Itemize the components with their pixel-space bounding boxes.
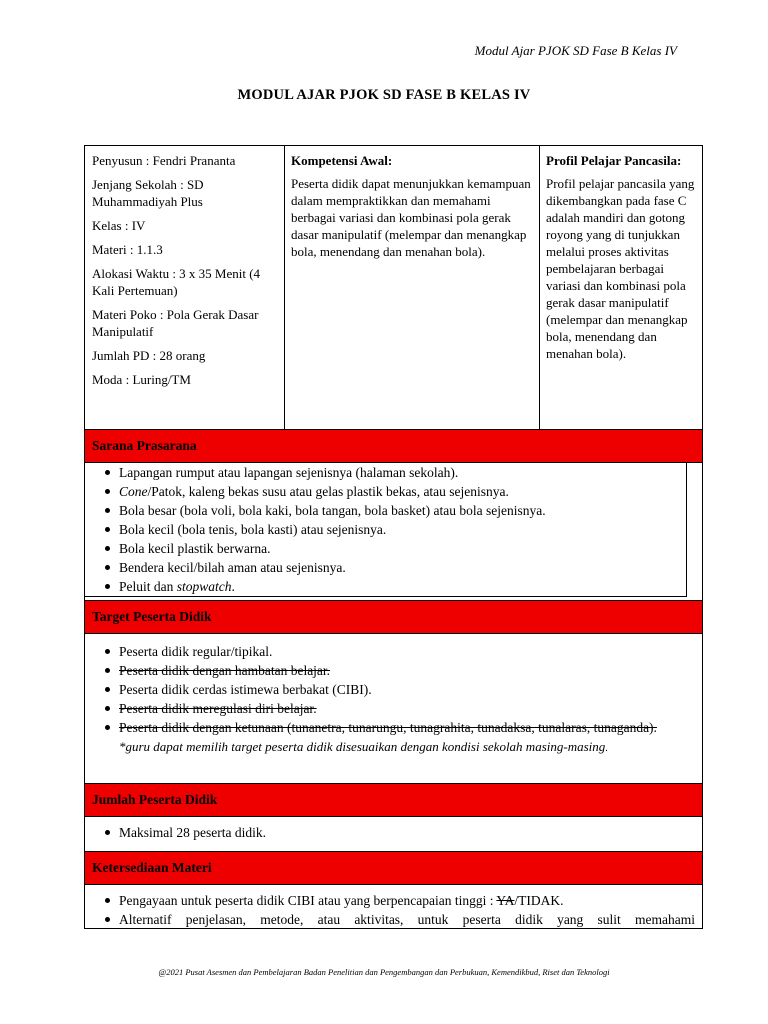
module-table — [84, 145, 703, 929]
main-material: Materi Poko : Pola Gerak Dasar Manipulatif — [92, 307, 259, 339]
grade: Kelas : IV — [92, 218, 146, 233]
learning-mode: Moda : Luring/TM — [92, 372, 191, 387]
list-item: Cone/Patok, kaleng bekas susu atau gelas plastik bekas, atau sejenisnya. — [85, 482, 687, 501]
list-item: Lapangan rumput atau lapangan sejenisnya (halaman sekolah). — [85, 463, 687, 482]
document-title: MODUL AJAR PJOK SD FASE B KELAS IV — [237, 87, 531, 103]
material-code: Materi : 1.1.3 — [92, 242, 163, 257]
section-header-sarana: Sarana Prasarana — [85, 429, 702, 463]
section-header-target: Target Peserta Didik — [85, 600, 702, 634]
list-item: Maksimal 28 peserta didik. — [85, 823, 702, 842]
competency-text: Peserta didik dapat menunjukkan kemampuan dalam mempraktikkan dan memahami berbagai variasi dan kombinasi pola gerak dasar manipulatif (melempar dan menangkap bola, menendang dan menahan bola). — [291, 176, 531, 259]
list-item: Peserta didik meregulasi diri belajar. — [85, 699, 702, 718]
profile-text: Profil pelajar pancasila yang dikembangkan pada fase C adalah mandiri dan gotong royong yang di tunjukkan melalui proses aktivitas pembelajaran berbagai variasi dan kombinasi pola gerak dasar manipulatif (melempar dan menangkap bola, menendang dan menahan bola). — [546, 176, 695, 361]
list-item: Peserta didik cerdas istimewa berbakat (CIBI). — [85, 680, 702, 699]
ketersediaan-list — [85, 891, 702, 929]
info-row — [85, 146, 702, 429]
list-item: Bola kecil plastik berwarna. — [85, 539, 687, 558]
target-note: *guru dapat memilih target peserta didik disesuaikan dengan kondisi sekolah masing-masing. — [119, 739, 608, 754]
list-item: Bola kecil (bola tenis, bola kasti) atau sejenisnya. — [85, 520, 687, 539]
list-item: Peluit dan stopwatch. — [85, 577, 687, 596]
student-count: Jumlah PD : 28 orang — [92, 348, 206, 363]
list-item: Peserta didik dengan hambatan belajar. — [85, 661, 702, 680]
profile-heading: Profil Pelajar Pancasila: — [546, 153, 682, 168]
competency-heading: Kompetensi Awal: — [291, 153, 393, 168]
list-item: Bendera kecil/bilah aman atau sejenisnya. — [85, 558, 687, 577]
list-item: Peserta didik dengan ketunaan (tunanetra, tunarungu, tunagrahita, tunadaksa, tunalaras, tunaganda). — [85, 718, 702, 737]
identity-column — [85, 146, 285, 429]
jumlah-body — [85, 823, 702, 842]
running-header: Modul Ajar PJOK SD Fase B Kelas IV — [474, 43, 677, 58]
ketersediaan-body — [85, 891, 702, 929]
page-footer: @2021 Pusat Asesmen dan Pembelajaran Badan Penelitian dan Pengembangan dan Perbukuan, Kemendikbud, Riset dan Teknologi — [158, 967, 610, 977]
author: Penyusun : Fendri Prananta — [92, 153, 236, 168]
competency-column — [285, 146, 540, 429]
target-list — [85, 642, 702, 737]
profile-column — [540, 146, 702, 429]
list-item: Pengayaan untuk peserta didik CIBI atau yang berpencapaian tinggi : YA/TIDAK. — [85, 891, 702, 910]
section-header-ketersediaan: Ketersediaan Materi — [85, 851, 702, 885]
sarana-body — [85, 463, 702, 600]
jumlah-list — [85, 823, 702, 842]
school-level: Jenjang Sekolah : SD Muhammadiyah Plus — [92, 177, 204, 209]
list-item: Bola besar (bola voli, bola kaki, bola tangan, bola basket) atau bola sejenisnya. — [85, 501, 687, 520]
sarana-list — [85, 463, 687, 596]
section-header-jumlah: Jumlah Peserta Didik — [85, 783, 702, 817]
time-allocation: Alokasi Waktu : 3 x 35 Menit (4 Kali Pertemuan) — [92, 266, 261, 298]
list-item: Peserta didik regular/tipikal. — [85, 642, 702, 661]
list-item: Alternatif penjelasan, metode, atau aktivitas, untuk peserta didik yang sulit memahami — [85, 910, 702, 929]
target-body — [85, 642, 702, 758]
